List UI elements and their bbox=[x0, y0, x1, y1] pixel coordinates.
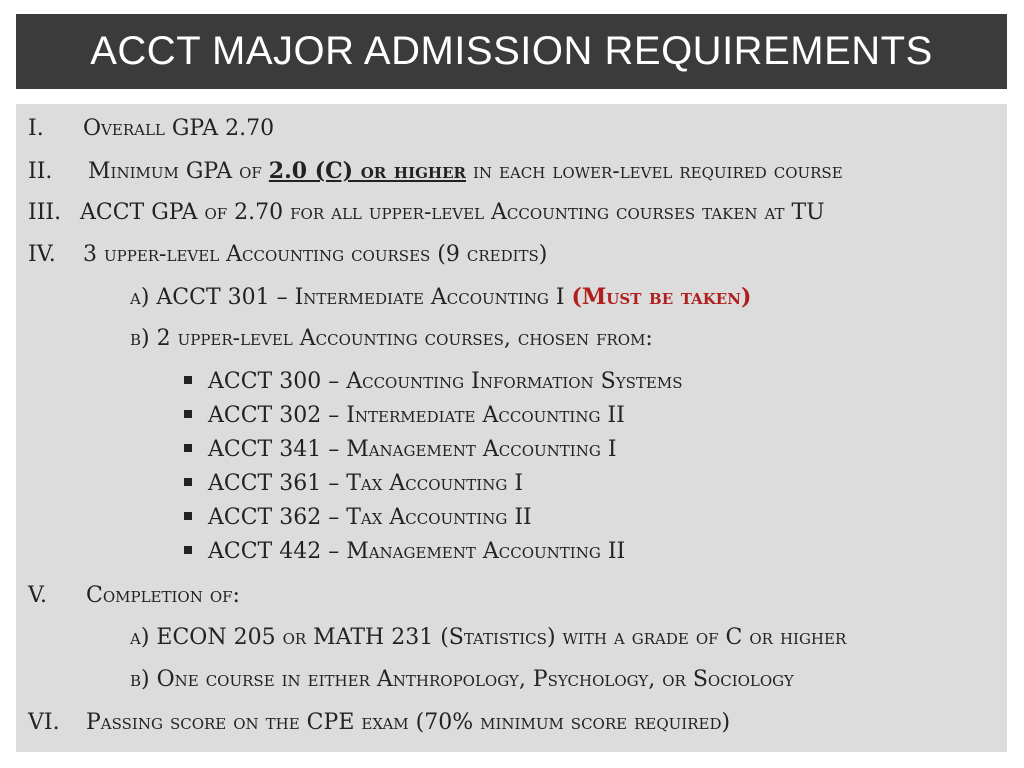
course-item bbox=[184, 539, 625, 565]
item-iv-number: IV. bbox=[28, 242, 56, 267]
item-iii-number: III. bbox=[28, 200, 62, 225]
item-ii-pre: Minimum GPA of bbox=[88, 159, 269, 184]
item-vi-text: Passing score on the CPE exam (70% minimum score required) bbox=[86, 710, 731, 735]
square-bullet-icon bbox=[184, 376, 192, 384]
course-item bbox=[184, 369, 683, 395]
item-ii-post: in each lower-level required course bbox=[465, 159, 843, 184]
item-ii bbox=[28, 158, 843, 185]
item-iv-a bbox=[130, 284, 751, 311]
item-v-a bbox=[130, 625, 846, 651]
item-i bbox=[28, 116, 274, 142]
course-text: ACCT 442 – Management Accounting II bbox=[208, 539, 626, 564]
item-i-number: I. bbox=[28, 116, 44, 141]
item-v-text: Completion of: bbox=[86, 583, 240, 608]
course-item bbox=[184, 403, 625, 429]
item-iv-b-text: b) 2 upper-level Accounting courses, chosen from: bbox=[130, 326, 653, 351]
item-v bbox=[28, 583, 240, 609]
item-i-text: Overall GPA 2.70 bbox=[83, 116, 275, 141]
course-item bbox=[184, 437, 617, 463]
course-text: ACCT 300 – Accounting Information Systems bbox=[208, 369, 683, 394]
item-ii-emphasis: 2.0 (C) or higher bbox=[268, 158, 466, 184]
square-bullet-icon bbox=[184, 444, 192, 452]
course-item bbox=[184, 471, 523, 497]
square-bullet-icon bbox=[184, 478, 192, 486]
course-item bbox=[184, 505, 532, 531]
course-text: ACCT 341 – Management Accounting I bbox=[208, 437, 617, 462]
item-vi bbox=[28, 710, 730, 736]
course-text: ACCT 361 – Tax Accounting I bbox=[208, 471, 524, 496]
title-bar bbox=[16, 14, 1007, 89]
item-ii-number: II. bbox=[28, 159, 53, 184]
item-iii bbox=[28, 200, 825, 226]
item-iv bbox=[28, 242, 547, 268]
square-bullet-icon bbox=[184, 410, 192, 418]
item-iv-b bbox=[130, 326, 653, 352]
item-vi-number: VI. bbox=[28, 710, 60, 735]
course-text: ACCT 302 – Intermediate Accounting II bbox=[208, 403, 625, 428]
square-bullet-icon bbox=[184, 512, 192, 520]
must-be-taken-label: (Must be taken) bbox=[571, 284, 752, 310]
item-iv-text: 3 upper-level Accounting courses (9 credits) bbox=[83, 242, 548, 267]
item-v-number: V. bbox=[28, 583, 48, 608]
course-text: ACCT 362 – Tax Accounting II bbox=[208, 505, 532, 530]
item-iv-a-text: a) ACCT 301 – Intermediate Accounting I bbox=[130, 285, 572, 310]
item-v-a-text: a) ECON 205 or MATH 231 (Statistics) with a grade of C or higher bbox=[130, 625, 847, 650]
square-bullet-icon bbox=[184, 546, 192, 554]
content-box bbox=[16, 104, 1007, 752]
item-v-b-text: b) One course in either Anthropology, Psychology, or Sociology bbox=[130, 667, 794, 692]
item-v-b bbox=[130, 667, 794, 693]
item-iii-text: ACCT GPA of 2.70 for all upper-level Accounting courses taken at TU bbox=[80, 200, 825, 225]
slide-title: ACCT MAJOR ADMISSION REQUIREMENTS bbox=[90, 29, 933, 73]
